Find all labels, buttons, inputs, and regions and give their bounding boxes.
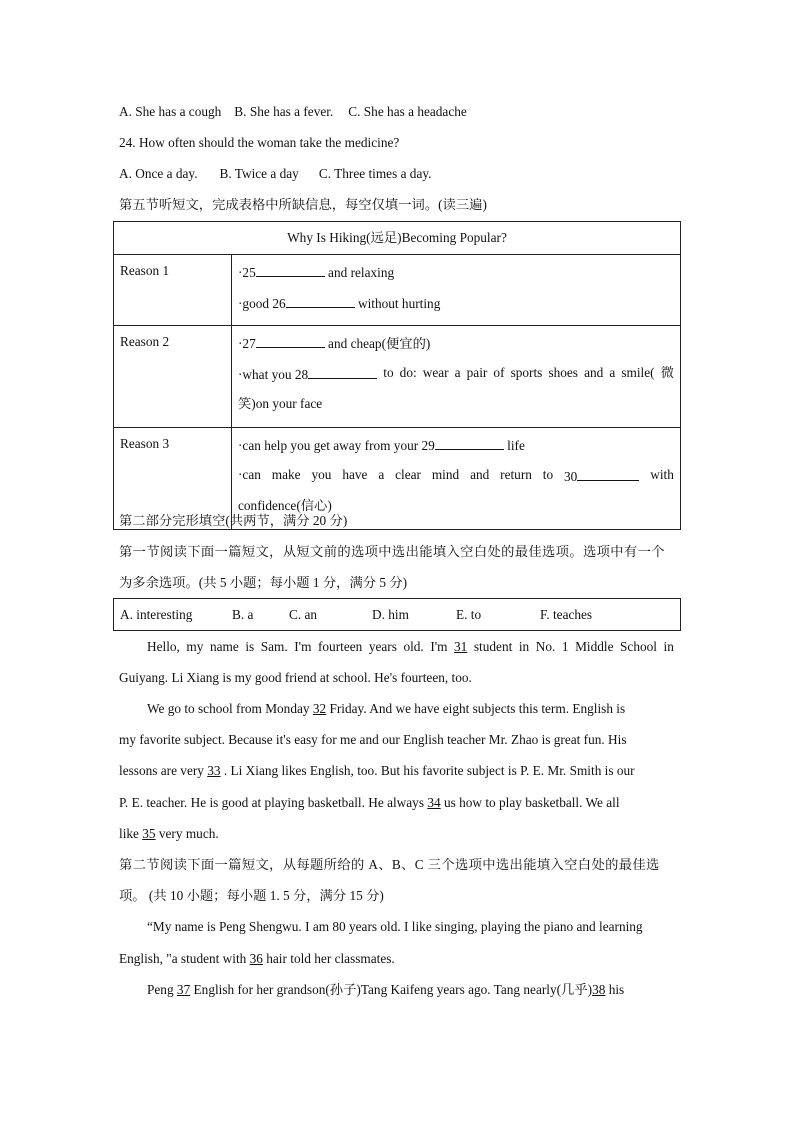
hiking-table [113,221,681,530]
row-content [232,326,681,428]
option-b: B. Twice a day [219,166,299,181]
table-line: ·can make you have a clear mind and return to 30 with [238,467,674,484]
option-item: A. interesting [120,607,193,622]
blank-number: 37 [176,982,191,997]
section2-instruction: 第二节阅读下面一篇短文，从每题所给的 A、B、C 三个选项中选出能填入空白处的最佳选 [119,857,660,872]
option-c: C. Three times a day. [318,166,432,181]
option-item: E. to [456,607,482,622]
answer-blank[interactable] [308,365,377,379]
passage1-line: my favorite subject. Because it's easy for me and our English teacher Mr. Zhao is great fun. His [119,732,627,747]
option-item: D. him [372,607,409,622]
answer-blank[interactable] [256,334,325,348]
passage1-line: Hello, my name is Sam. I'm fourteen years old. I'm 31 student in No. 1 Middle School in [147,639,674,654]
option-c: C. She has a headache [348,104,467,119]
blank-number: 35 [142,826,156,841]
row-label: Reason 2 [114,326,232,428]
part2-title: 第二部分完形填空(共两节，满分 20 分) [119,513,348,528]
option-a: A. She has a cough [119,104,222,119]
answer-blank[interactable] [256,263,325,277]
section2-instruction-2: 项。 (共 10 小题；每小题 1. 5 分，满分 15 分) [119,888,384,903]
q24-question: 24. How often should the woman take the medicine? [119,135,400,150]
answer-blank[interactable] [435,436,504,450]
q23-options [119,104,467,120]
blank-number: 34 [427,795,441,810]
option-a: A. Once a day. [119,166,198,181]
row-label: Reason 3 [114,428,232,530]
section1-instruction: 第一节阅读下面一篇短文，从短文前的选项中选出能填入空白处的最佳选项。选项中有一个 [119,544,665,559]
table-line: ·what you 28 to do: wear a pair of sports shoes and a smile( 微 [238,365,674,382]
table-line: ·25 and relaxing [238,265,395,280]
passage1-line: lessons are very 33 . Li Xiang likes English, too. But his favorite subject is P. E. Mr. Smith is our [119,763,635,778]
passage1-line: We go to school from Monday 32 Friday. And we have eight subjects this term. English is [147,701,626,716]
passage1-line: like 35 very much. [119,826,219,841]
passage1-line: Guiyang. Li Xiang is my good friend at school. He's fourteen, too. [119,670,472,685]
section5-title: 第五节听短文，完成表格中所缺信息，每空仅填一词。(读三遍) [119,197,487,212]
blank-number: 33 [207,763,221,778]
option-item: B. a [232,607,254,622]
option-box [113,598,681,631]
table-title: Why Is Hiking(远足)Becoming Popular? [114,222,681,255]
option-b: B. She has a fever. [234,104,334,119]
answer-blank[interactable] [286,294,355,308]
option-item: F. teaches [540,607,593,622]
answer-blank[interactable] [577,467,639,481]
row-content [232,255,681,326]
table-line: ·can help you get away from your 29 life [238,438,525,453]
table-line: 笑)on your face [238,396,323,411]
blank-number: 38 [592,982,606,997]
q24-options [119,166,431,182]
passage2-line: Peng 37 English for her grandson(孙子)Tang Kaifeng years ago. Tang nearly(几乎)38 his [147,982,625,997]
passage2-line: English, "a student with 36 hair told her classmates. [119,951,395,966]
section1-instruction-2: 为多余选项。(共 5 小题；每小题 1 分，满分 5 分) [119,575,408,590]
blank-number: 31 [454,639,468,654]
row-label: Reason 1 [114,255,232,326]
blank-number: 36 [249,951,263,966]
passage2-line: “My name is Peng Shengwu. I am 80 years old. I like singing, playing the piano and learning [147,919,643,934]
table-line: ·good 26 without hurting [238,296,441,311]
table-line: confidence(信心) [238,498,332,513]
blank-number: 32 [312,701,327,716]
passage1-line: P. E. teacher. He is good at playing basketball. He always 34 us how to play basketball. We all [119,795,620,810]
option-item: C. an [289,607,318,622]
table-line: ·27 and cheap(便宜的) [238,336,431,351]
